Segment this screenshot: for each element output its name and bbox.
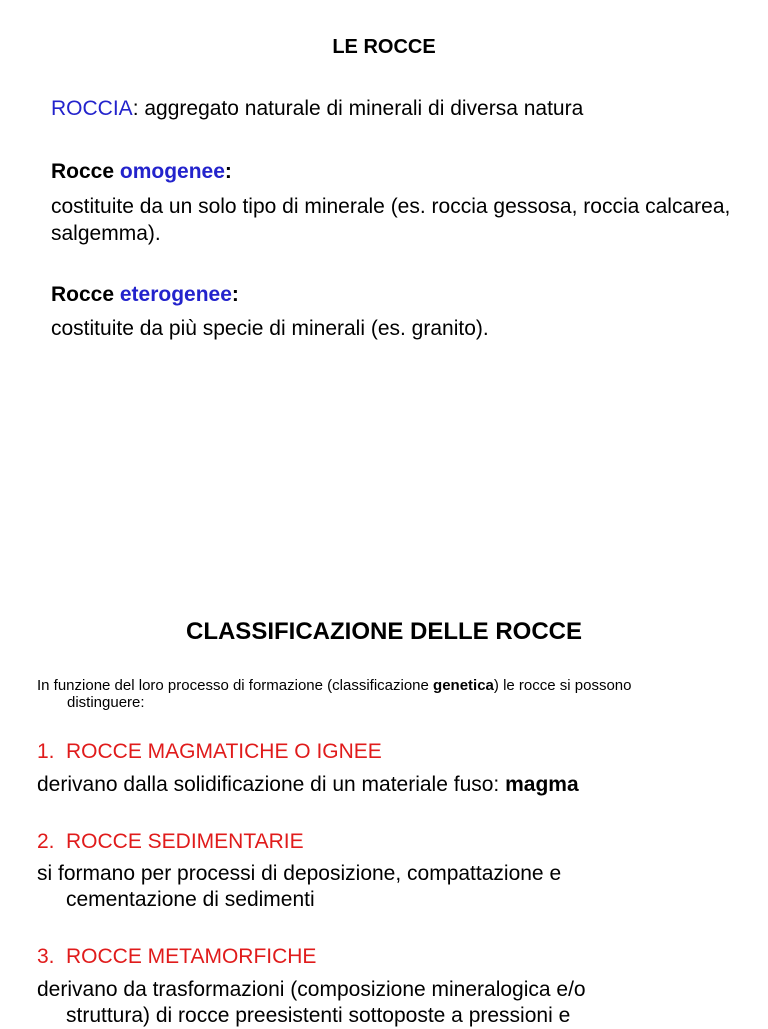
intro-text-line2: distinguere: xyxy=(67,694,145,711)
intro-text-bold: genetica xyxy=(433,677,494,694)
slide-title: CLASSIFICAZIONE DELLE ROCCE xyxy=(185,618,582,645)
roccia-term: ROCCIA xyxy=(51,97,133,120)
type-desc-text: derivano dalla solidificazione di un materiale fuso: xyxy=(37,773,506,796)
intro-text-pre: In funzione del loro processo di formazione (classificazione xyxy=(37,677,434,694)
omogenee-heading xyxy=(51,160,232,184)
type-number: 2. xyxy=(37,830,55,853)
slide-title: LE ROCCE xyxy=(332,36,436,58)
omogenee-keyword: omogenee xyxy=(119,160,225,183)
type-desc-line2: cementazione di sedimenti xyxy=(66,888,315,911)
type-name: ROCCE MAGMATICHE O IGNEE xyxy=(66,740,382,763)
type-description-1 xyxy=(37,772,757,798)
type-name: ROCCE METAMORFICHE xyxy=(66,945,317,968)
eterogenee-description: costituite da più specie di minerali (es. granito). xyxy=(51,317,489,340)
roccia-definition xyxy=(51,97,583,121)
type-desc-line2: struttura) di rocce preesistenti sottoposte a pressioni e xyxy=(66,1004,571,1027)
type-name: ROCCE SEDIMENTARIE xyxy=(66,830,304,853)
eterogenee-suffix: : xyxy=(231,283,239,306)
slide-le-rocce xyxy=(0,0,768,512)
type-description-3 xyxy=(37,977,757,1029)
omogenee-description: costituite da un solo tipo di minerale (es. roccia gessosa, roccia calcarea, salgemma). xyxy=(51,195,731,245)
type-heading-1 xyxy=(37,740,382,764)
type-description-2 xyxy=(37,861,757,913)
eterogenee-heading xyxy=(51,283,239,307)
type-desc-line1: derivano da trasformazioni (composizione mineralogica e/o xyxy=(37,978,586,1001)
intro-paragraph xyxy=(37,677,757,711)
type-heading-3 xyxy=(37,945,316,969)
omogenee-suffix: : xyxy=(224,160,232,183)
eterogenee-prefix: Rocce xyxy=(51,283,120,306)
type-desc-bold: magma xyxy=(505,773,579,796)
slide-classificazione xyxy=(0,512,768,1027)
roccia-definition-text: : aggregato naturale di minerali di diversa natura xyxy=(132,97,584,120)
type-number: 1. xyxy=(37,740,55,763)
type-number: 3. xyxy=(37,945,55,968)
intro-text-post: ) le rocce si possono xyxy=(493,677,632,694)
eterogenee-keyword: eterogenee xyxy=(119,283,232,306)
omogenee-prefix: Rocce xyxy=(51,160,120,183)
type-desc-line1: si formano per processi di deposizione, compattazione e xyxy=(37,862,562,885)
type-heading-2 xyxy=(37,830,304,854)
